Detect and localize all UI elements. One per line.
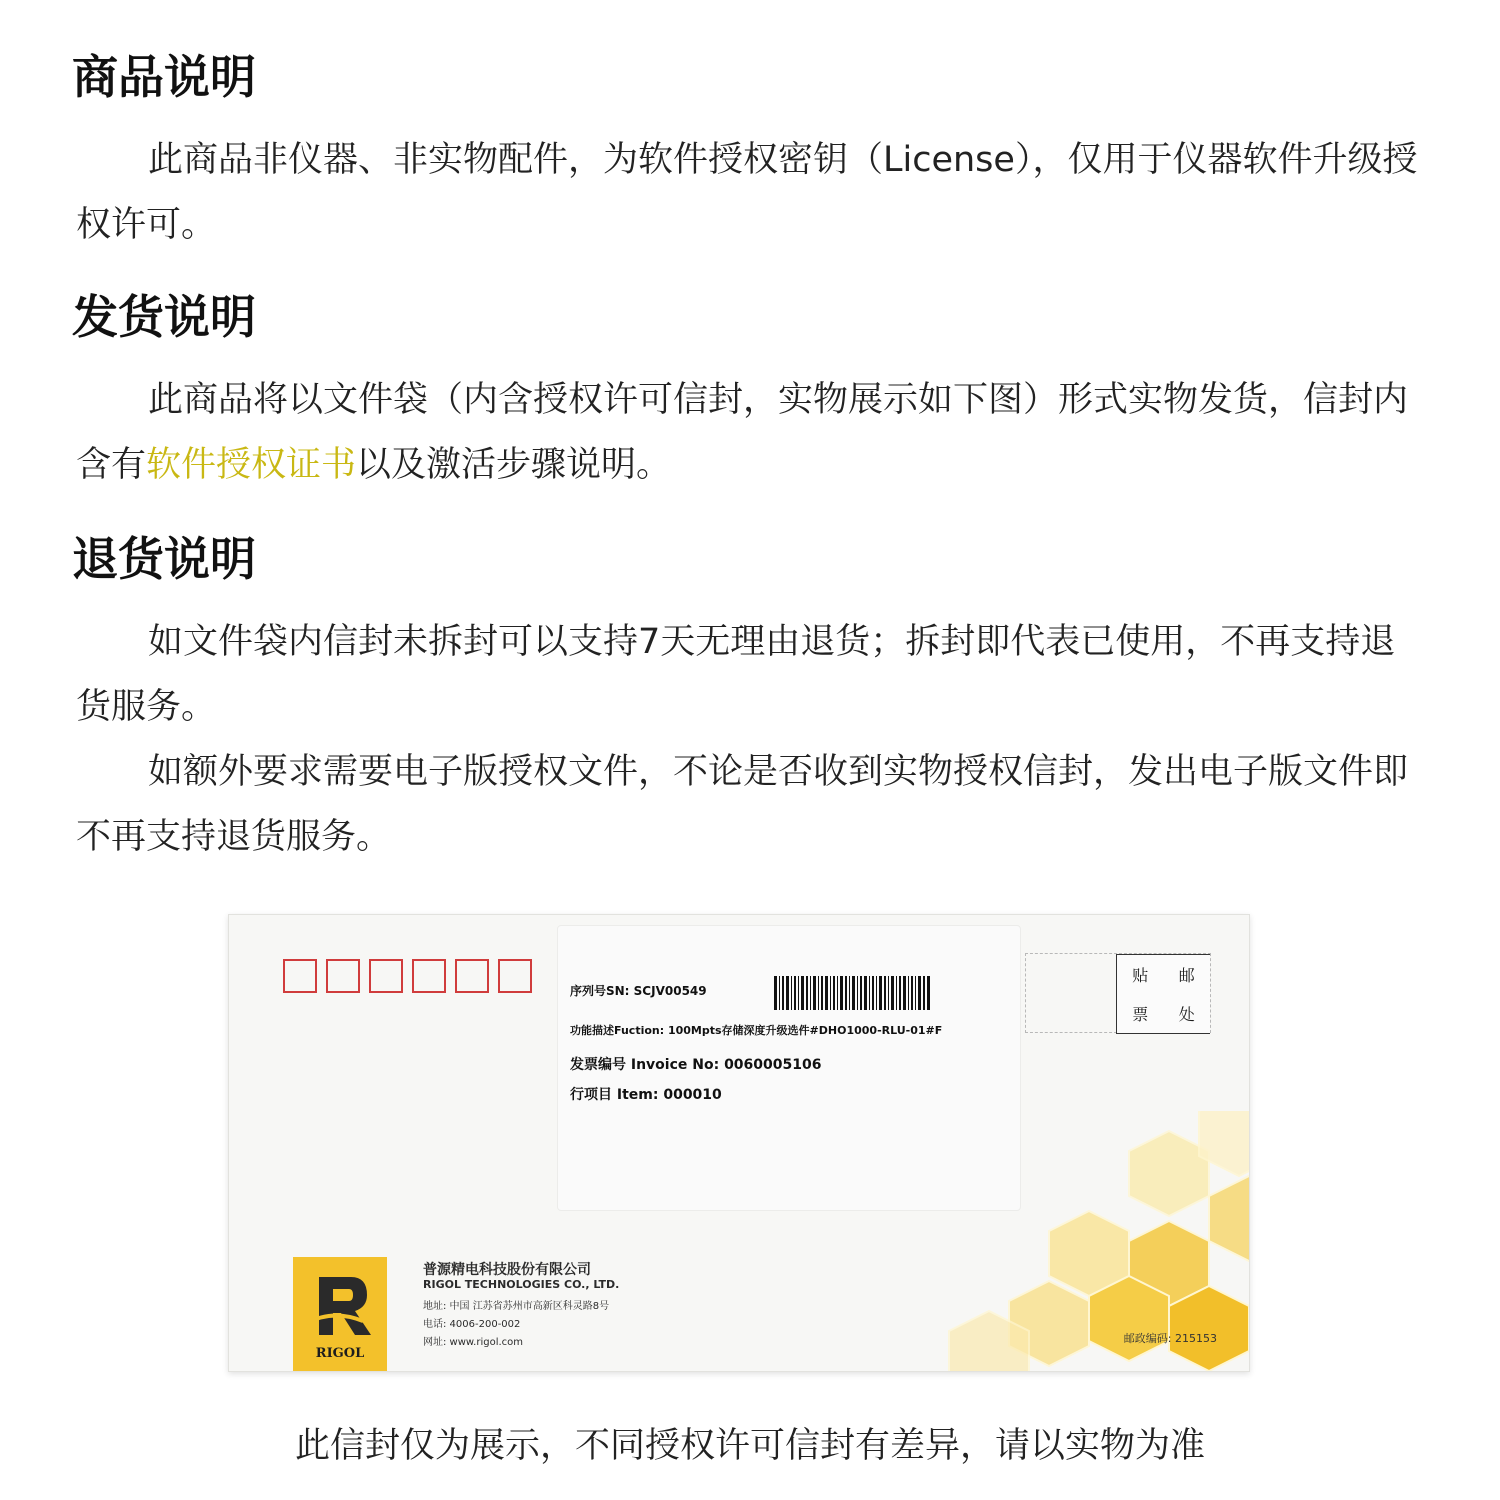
item-number: 行项目 Item: 000010 [570, 1087, 722, 1103]
rigol-logo [293, 1257, 387, 1371]
stamp-box [1116, 954, 1210, 1034]
company-name-cn: 普源精电科技股份有限公司 [423, 1262, 591, 1278]
stamp-char: 处 [1178, 1005, 1195, 1024]
product-description: 此商品非仪器、非实物配件，为软件授权密钥（License），仅用于仪器软件升级授权许可。 [76, 140, 1418, 245]
stamp-char: 票 [1132, 1005, 1149, 1024]
stamp-char: 贴 [1132, 966, 1149, 985]
postcode-box [455, 959, 489, 993]
postcode-box [412, 959, 446, 993]
rigol-r-icon [293, 1263, 387, 1343]
shipping-description [76, 368, 1428, 498]
envelope-caption: 此信封仅为展示，不同授权许可信封有差异，请以实物为准 [294, 1426, 1205, 1466]
company-name-en: RIGOL TECHNOLOGIES CO., LTD. [423, 1278, 620, 1291]
postcode-box [326, 959, 360, 993]
stamp-char: 邮 [1178, 966, 1195, 985]
shipping-text-after: 以及激活步骤说明。 [356, 445, 672, 485]
license-certificate-highlight: 软件授权证书 [146, 445, 357, 485]
postcode-box [283, 959, 317, 993]
invoice-number: 发票编号 Invoice No: 0060005106 [570, 1057, 822, 1073]
logo-text: RIGOL [315, 1346, 365, 1361]
company-phone: 电话: 4006-200-002 [423, 1319, 521, 1330]
section-title-returns: 退货说明 [72, 532, 256, 586]
returns-paragraph-2: 如额外要求需要电子版授权文件，不论是否收到实物授权信封，发出电子版文件即不再支持退货服务。 [76, 752, 1409, 857]
license-label-sticker [557, 925, 1021, 1211]
barcode-icon [774, 976, 930, 1010]
function-description: 功能描述Fuction: 100Mpts存储深度升级选件#DHO1000-RLU-01#F [570, 1024, 943, 1037]
postcode-box [369, 959, 403, 993]
company-website: 网址: www.rigol.com [423, 1337, 524, 1348]
company-address: 地址: 中国 江苏省苏州市高新区科灵路8号 [423, 1301, 610, 1312]
section-title-shipping: 发货说明 [72, 290, 256, 344]
postcode-boxes [283, 959, 532, 993]
returns-paragraph-1: 如文件袋内信封未拆封可以支持7天无理由退货；拆封即代表已使用，不再支持退货服务。 [76, 622, 1396, 727]
section-title-product: 商品说明 [72, 50, 256, 104]
stamp-area [1025, 953, 1211, 1033]
postcode-box [498, 959, 532, 993]
envelope-photo [228, 914, 1250, 1372]
postcode-text: 邮政编码: 215153 [1123, 1332, 1217, 1345]
serial-number: 序列号SN: SCJV00549 [570, 984, 707, 998]
shipping-text-before: 此商品将以文件袋（内含授权许可信封，实物展示如下图）形式实物发货，信封内含有 [76, 380, 1409, 485]
